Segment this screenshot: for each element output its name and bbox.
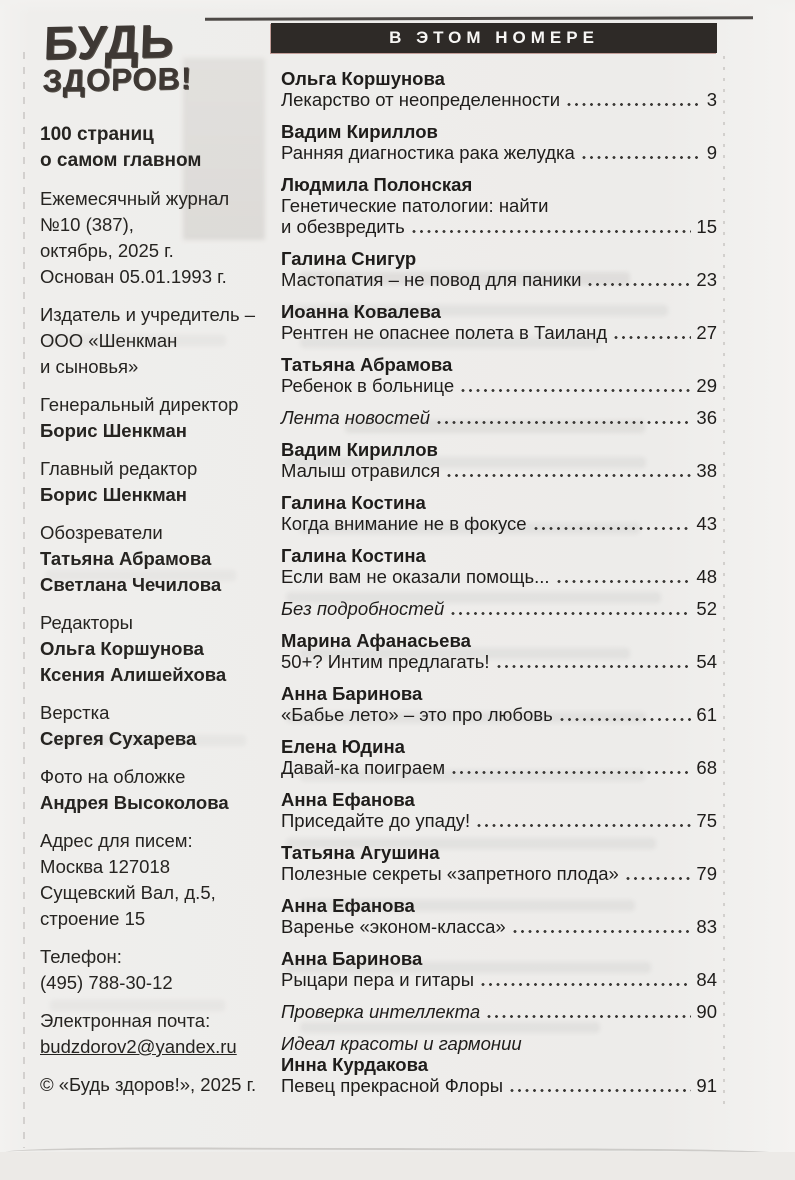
toc-entry-page-number: 38 — [696, 460, 717, 481]
toc-entry-title: Варенье «эконом-класса» — [281, 916, 506, 937]
email-address: budzdorov2@yandex.ru — [40, 1036, 237, 1057]
masthead-info-line: №10 (387), — [40, 214, 134, 235]
dotted-leader — [513, 929, 692, 934]
masthead-info-line: Верстка — [40, 702, 110, 723]
toc-entry-title: Давай-ка поиграем — [281, 757, 446, 778]
toc-entry-title: Малыш отравился — [281, 460, 441, 481]
masthead-info-block — [40, 764, 270, 816]
masthead-info-line: Фото на обложке — [40, 766, 186, 787]
dotted-leader — [588, 282, 691, 287]
masthead-info-line: Электронная почта: — [40, 1010, 211, 1031]
toc-entry-title: Проверка интеллекта — [281, 1001, 481, 1022]
dotted-leader — [477, 823, 691, 828]
toc-entry-title-line1: Генетические патологии: найти — [281, 195, 549, 216]
masthead-column — [40, 122, 270, 1110]
masthead-info-line: 100 страниц — [40, 124, 154, 145]
toc-entry-title: Когда внимание не в фокусе — [281, 513, 527, 534]
copyright-notice: © «Будь здоров!», 2025 г. — [40, 1074, 257, 1095]
scan-edge-area — [0, 1152, 795, 1180]
masthead-info-line: Издатель и учредитель – — [40, 304, 256, 325]
masthead-info-line: Борис Шенкман — [40, 484, 187, 505]
dotted-leader — [451, 611, 691, 616]
toc-entry-line — [281, 269, 717, 290]
toc-entry-line — [281, 810, 717, 831]
toc-entry-line — [281, 89, 717, 110]
toc-entry-line — [281, 216, 717, 237]
toc-entry — [281, 545, 717, 587]
toc-entry-author: Вадим Кириллов — [281, 121, 438, 142]
toc-entry — [281, 68, 717, 110]
toc-entry — [281, 407, 717, 428]
toc-entry-line — [281, 407, 717, 428]
toc-entry-author: Анна Ефанова — [281, 895, 415, 916]
magazine-logo — [42, 14, 194, 99]
toc-entry-author: Марина Афанасьева — [281, 630, 471, 651]
toc-entry-line — [281, 142, 717, 163]
masthead-info-block — [40, 610, 270, 688]
toc-entry — [281, 248, 717, 290]
masthead-info-block — [40, 828, 270, 932]
toc-list — [281, 68, 717, 1107]
toc-entry-page-number: 68 — [696, 757, 717, 778]
toc-entry-title: 50+? Интим предлагать! — [281, 651, 490, 672]
toc-entry-line — [281, 704, 717, 725]
toc-entry-page-number: 36 — [696, 407, 717, 428]
dotted-leader — [534, 526, 692, 531]
toc-entry — [281, 439, 717, 481]
masthead-info-line: Адрес для писем: — [40, 830, 193, 851]
logo-line1: БУДЬ — [42, 14, 176, 70]
toc-entry-page-number: 43 — [696, 513, 717, 534]
toc-entry-page-number: 9 — [706, 142, 717, 163]
logo-line2: ЗДОРОВ! — [42, 60, 193, 99]
toc-entry-line — [281, 757, 717, 778]
masthead-info-line: Главный редактор — [40, 458, 198, 479]
masthead-info-line: строение 15 — [40, 908, 146, 929]
toc-entry-page-number: 79 — [696, 863, 717, 884]
toc-entry-page-number: 54 — [696, 651, 717, 672]
toc-entry — [281, 598, 717, 619]
toc-entry-page-number: 23 — [696, 269, 717, 290]
toc-entry-line — [281, 322, 717, 343]
masthead-info-line: Ксения Алишейхова — [40, 664, 227, 685]
toc-entry-title: Мастопатия – не повод для паники — [281, 269, 582, 290]
toc-entry-author: Елена Юдина — [281, 736, 405, 757]
masthead-info-line: Борис Шенкман — [40, 420, 187, 441]
masthead-info-block — [40, 186, 270, 290]
toc-entry — [281, 354, 717, 396]
toc-entry-title: Если вам не оказали помощь... — [281, 566, 550, 587]
toc-entry-author: Татьяна Абрамова — [281, 354, 453, 375]
masthead-info-line: и сыновья» — [40, 356, 139, 377]
toc-entry — [281, 630, 717, 672]
masthead-info-block — [40, 1008, 270, 1060]
toc-entry-author: Галина Снигур — [281, 248, 417, 269]
dotted-leader — [447, 473, 691, 478]
toc-entry-title: Полезные секреты «запретного плода» — [281, 863, 619, 884]
toc-entry-title: «Бабье лето» – это про любовь — [281, 704, 553, 725]
toc-entry-page-number: 48 — [696, 566, 717, 587]
dotted-leader — [557, 579, 692, 584]
masthead-info-block — [40, 302, 270, 380]
toc-entry — [281, 174, 717, 237]
toc-entry-page-number: 52 — [696, 598, 717, 619]
masthead-info-block — [40, 392, 270, 444]
dotted-leader — [582, 155, 702, 160]
masthead-info-line: Москва 127018 — [40, 856, 171, 877]
masthead-info-line: Татьяна Абрамова — [40, 548, 212, 569]
left-perforation-line — [23, 52, 25, 1148]
dotted-leader — [487, 1014, 691, 1019]
toc-entry-author: Анна Баринова — [281, 948, 423, 969]
toc-entry-line — [281, 863, 717, 884]
masthead-info-block — [40, 456, 270, 508]
masthead-info-line: Сущевский Вал, д.5, — [40, 882, 216, 903]
masthead-info-line: Андрея Высоколова — [40, 792, 229, 813]
dotted-leader — [497, 664, 692, 669]
masthead-info-line: Светлана Чечилова — [40, 574, 222, 595]
toc-entry-title: Лекарство от неопределенности — [281, 89, 561, 110]
dotted-leader — [614, 335, 691, 340]
toc-entry-author: Галина Костина — [281, 545, 426, 566]
toc-entry-title: Лента новостей — [281, 407, 431, 428]
toc-entry-page-number: 90 — [696, 1001, 717, 1022]
toc-entry-page-number: 91 — [696, 1075, 717, 1096]
toc-entry-title: Без подробностей — [281, 598, 445, 619]
toc-entry — [281, 121, 717, 163]
toc-entry — [281, 842, 717, 884]
dotted-leader — [452, 770, 691, 775]
toc-header-bar — [271, 23, 717, 53]
masthead-info-line: Обозреватели — [40, 522, 163, 543]
toc-entry-title: Приседайте до упаду! — [281, 810, 471, 831]
toc-entry-author: Иоанна Ковалева — [281, 301, 441, 322]
toc-entry-line — [281, 460, 717, 481]
toc-entry-author: Татьяна Агушина — [281, 842, 440, 863]
toc-entry-line — [281, 1075, 717, 1096]
toc-header-title: В ЭТОМ НОМЕРЕ — [389, 28, 599, 47]
toc-entry — [281, 736, 717, 778]
toc-entry — [281, 301, 717, 343]
dotted-leader — [412, 229, 692, 234]
toc-entry-author: Вадим Кириллов — [281, 439, 438, 460]
toc-entry-title: Певец прекрасной Флоры — [281, 1075, 504, 1096]
dotted-leader — [481, 982, 691, 987]
masthead-info-line: октябрь, 2025 г. — [40, 240, 174, 261]
right-perforation-line — [723, 56, 725, 1108]
toc-entry-line — [281, 651, 717, 672]
toc-entry-line — [281, 375, 717, 396]
dotted-leader — [437, 420, 691, 425]
toc-entry-page-number: 3 — [706, 89, 717, 110]
toc-entry-title: Ребенок в больнице — [281, 375, 455, 396]
toc-entry-page-number: 61 — [696, 704, 717, 725]
masthead-info-block — [40, 1072, 270, 1098]
toc-entry-line — [281, 513, 717, 534]
toc-entry-line — [281, 916, 717, 937]
toc-entry — [281, 895, 717, 937]
dotted-leader — [567, 102, 702, 107]
toc-entry-author: Людмила Полонская — [281, 174, 473, 195]
toc-entry-title: и обезвредить — [281, 216, 405, 237]
dotted-leader — [510, 1088, 691, 1093]
dotted-leader — [461, 388, 691, 393]
masthead-info-line: Основан 05.01.1993 г. — [40, 266, 227, 287]
toc-entry-author: Анна Ефанова — [281, 789, 415, 810]
toc-entry-page-number: 84 — [696, 969, 717, 990]
masthead-info-line: Генеральный директор — [40, 394, 239, 415]
toc-entry-author: Анна Баринова — [281, 683, 423, 704]
masthead-info-line: о самом главном — [40, 150, 202, 171]
toc-entry-title: Рыцари пера и гитары — [281, 969, 475, 990]
toc-entry-author: Инна Курдакова — [281, 1054, 429, 1075]
toc-entry-title: Рентген не опаснее полета в Таиланд — [281, 322, 608, 343]
toc-entry-page-number: 15 — [696, 216, 717, 237]
toc-entry-rubric: Идеал красоты и гармонии — [281, 1033, 522, 1054]
masthead-info-line: Ежемесячный журнал — [40, 188, 230, 209]
toc-entry — [281, 1001, 717, 1022]
toc-entry — [281, 789, 717, 831]
toc-entry-line — [281, 1001, 717, 1022]
toc-entry-line — [281, 566, 717, 587]
masthead-info-line: Телефон: — [40, 946, 122, 967]
toc-entry — [281, 948, 717, 990]
masthead-info-line: Редакторы — [40, 612, 133, 633]
masthead-info-block — [40, 944, 270, 996]
toc-entry — [281, 1033, 717, 1096]
masthead-info-line: Ольга Коршунова — [40, 638, 204, 659]
masthead-info-block — [40, 700, 270, 752]
masthead-info-block — [40, 122, 270, 174]
toc-entry-line — [281, 969, 717, 990]
toc-entry-page-number: 75 — [696, 810, 717, 831]
masthead-info-line: (495) 788-30-12 — [40, 972, 173, 993]
toc-entry-author: Ольга Коршунова — [281, 68, 445, 89]
toc-entry-page-number: 29 — [696, 375, 717, 396]
dotted-leader — [626, 876, 692, 881]
toc-entry — [281, 492, 717, 534]
masthead-info-line: Сергея Сухарева — [40, 728, 197, 749]
masthead-info-line: ООО «Шенкман — [40, 330, 178, 351]
toc-entry — [281, 683, 717, 725]
toc-entry-author: Галина Костина — [281, 492, 426, 513]
toc-entry-line — [281, 598, 717, 619]
dotted-leader — [560, 717, 692, 722]
toc-entry-page-number: 83 — [696, 916, 717, 937]
masthead-info-block — [40, 520, 270, 598]
toc-entry-title: Ранняя диагностика рака желудка — [281, 142, 575, 163]
toc-entry-page-number: 27 — [696, 322, 717, 343]
